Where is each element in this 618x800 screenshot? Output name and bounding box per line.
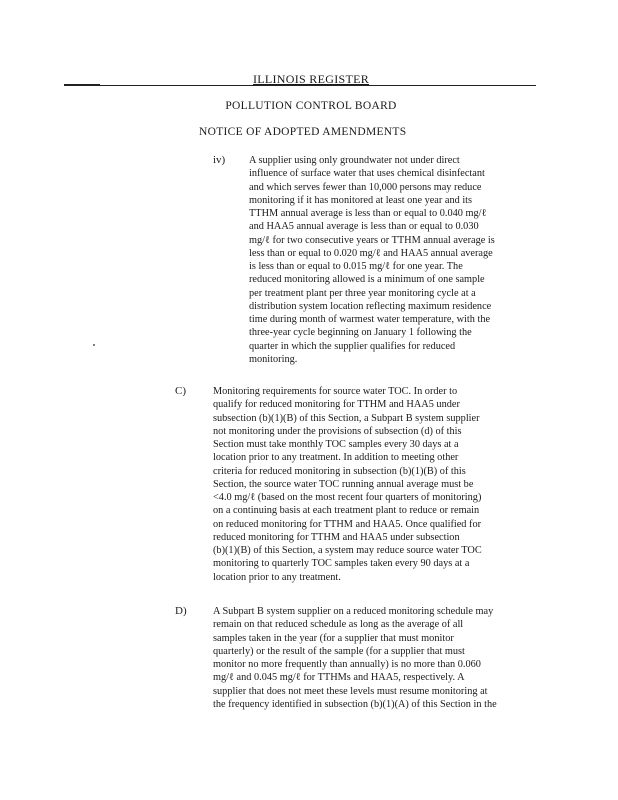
text-line: on reduced monitoring for TTHM and HAA5. Once qualified for [213,518,482,530]
text-line: monitoring to quarterly TOC samples taken every 90 days at a [213,558,470,570]
text-line: the frequency identified in subsection (b)(1)(A) of this Section in the [213,698,497,710]
text-line: samples taken in the year (for a supplier that must monitor [213,632,454,644]
text-line: A Subpart B system supplier on a reduced monitoring schedule may [213,606,494,617]
text-line: location prior to any treatment. In addition to meeting other [213,452,459,464]
text-line: location prior to any treatment. [213,571,341,583]
text-line: TTHM annual average is less than or equal to 0.040 mg/ℓ [249,208,487,219]
text-line: remain on that reduced schedule as long as the average of all [213,619,464,631]
notice-title: NOTICE OF ADOPTED AMENDMENTS [199,126,407,138]
section-iv-text [249,154,495,366]
text-line: quarter in which the supplier qualifies for reduced [249,340,456,352]
text-line: quarterly) or the result of the sample (for a supplier that must [213,645,465,657]
section-d-text [213,605,497,711]
section-c-text [213,385,482,584]
text-line: mg/ℓ and 0.045 mg/ℓ for TTHMs and HAA5, respectively. A [213,672,465,684]
text-line: per treatment plant per three year monitoring cycle at a [249,287,476,299]
text-line: qualify for reduced monitoring for TTHM and HAA5 under [213,399,460,411]
text-line: reduced monitoring allowed is a minimum of one sample [249,274,485,286]
scan-speck [93,344,95,346]
text-line: influence of surface water that uses chemical disinfectant [249,168,485,180]
text-line: <4.0 mg/ℓ (based on the most recent four quarters of monitoring) [213,492,482,503]
text-line: A supplier using only groundwater not under direct [249,155,460,166]
text-line: Monitoring requirements for source water TOC. In order to [213,386,458,397]
text-line: less than or equal to 0.020 mg/ℓ and HAA5 annual average [249,247,493,259]
text-line: mg/ℓ for two consecutive years or TTHM annual average is [249,234,495,246]
text-line: monitoring. [249,353,298,365]
text-line: (b)(1)(B) of this Section, a system may reduce source water TOC [213,545,482,556]
text-line: three-year cycle beginning on January 1 following the [249,327,472,339]
text-line: time during month of warmest water temperature, with the [249,314,491,325]
section-iv-marker: iv) [213,154,226,166]
section-d-marker: D) [175,605,187,617]
text-line: Section must take monthly TOC samples every 30 days at a [213,439,459,450]
text-line: reduced monitoring for TTHM and HAA5 under subsection [213,531,460,543]
text-line: Section, the source water TOC running annual average must be [213,478,474,490]
register-title: ILLINOIS REGISTER [252,72,370,86]
board-title: POLLUTION CONTROL BOARD [225,100,397,112]
text-line: monitoring if it has monitored at least one year and its [249,194,473,206]
text-line: distribution system location reflecting maximum residence [249,300,492,312]
text-line: on a continuing basis at each treatment plant to reduce or remain [213,505,480,517]
text-line: subsection (b)(1)(B) of this Section, a Subpart B system supplier [213,412,480,424]
text-line: and which serves fewer than 10,000 persons may reduce [249,181,482,193]
text-line: not monitoring under the provisions of subsection (d) of this [213,425,462,437]
section-c-marker: C) [175,385,186,397]
text-line: is less than or equal to 0.015 mg/ℓ for one year. The [249,261,463,272]
text-line: monitor no more frequently than annually) is no more than 0.060 [213,659,481,670]
text-line: and HAA5 annual average is less than or equal to 0.030 [249,221,479,233]
text-line: criteria for reduced monitoring in subsection (b)(1)(B) of this [213,465,466,477]
text-line: supplier that does not meet these levels must resume monitoring at [213,685,488,697]
